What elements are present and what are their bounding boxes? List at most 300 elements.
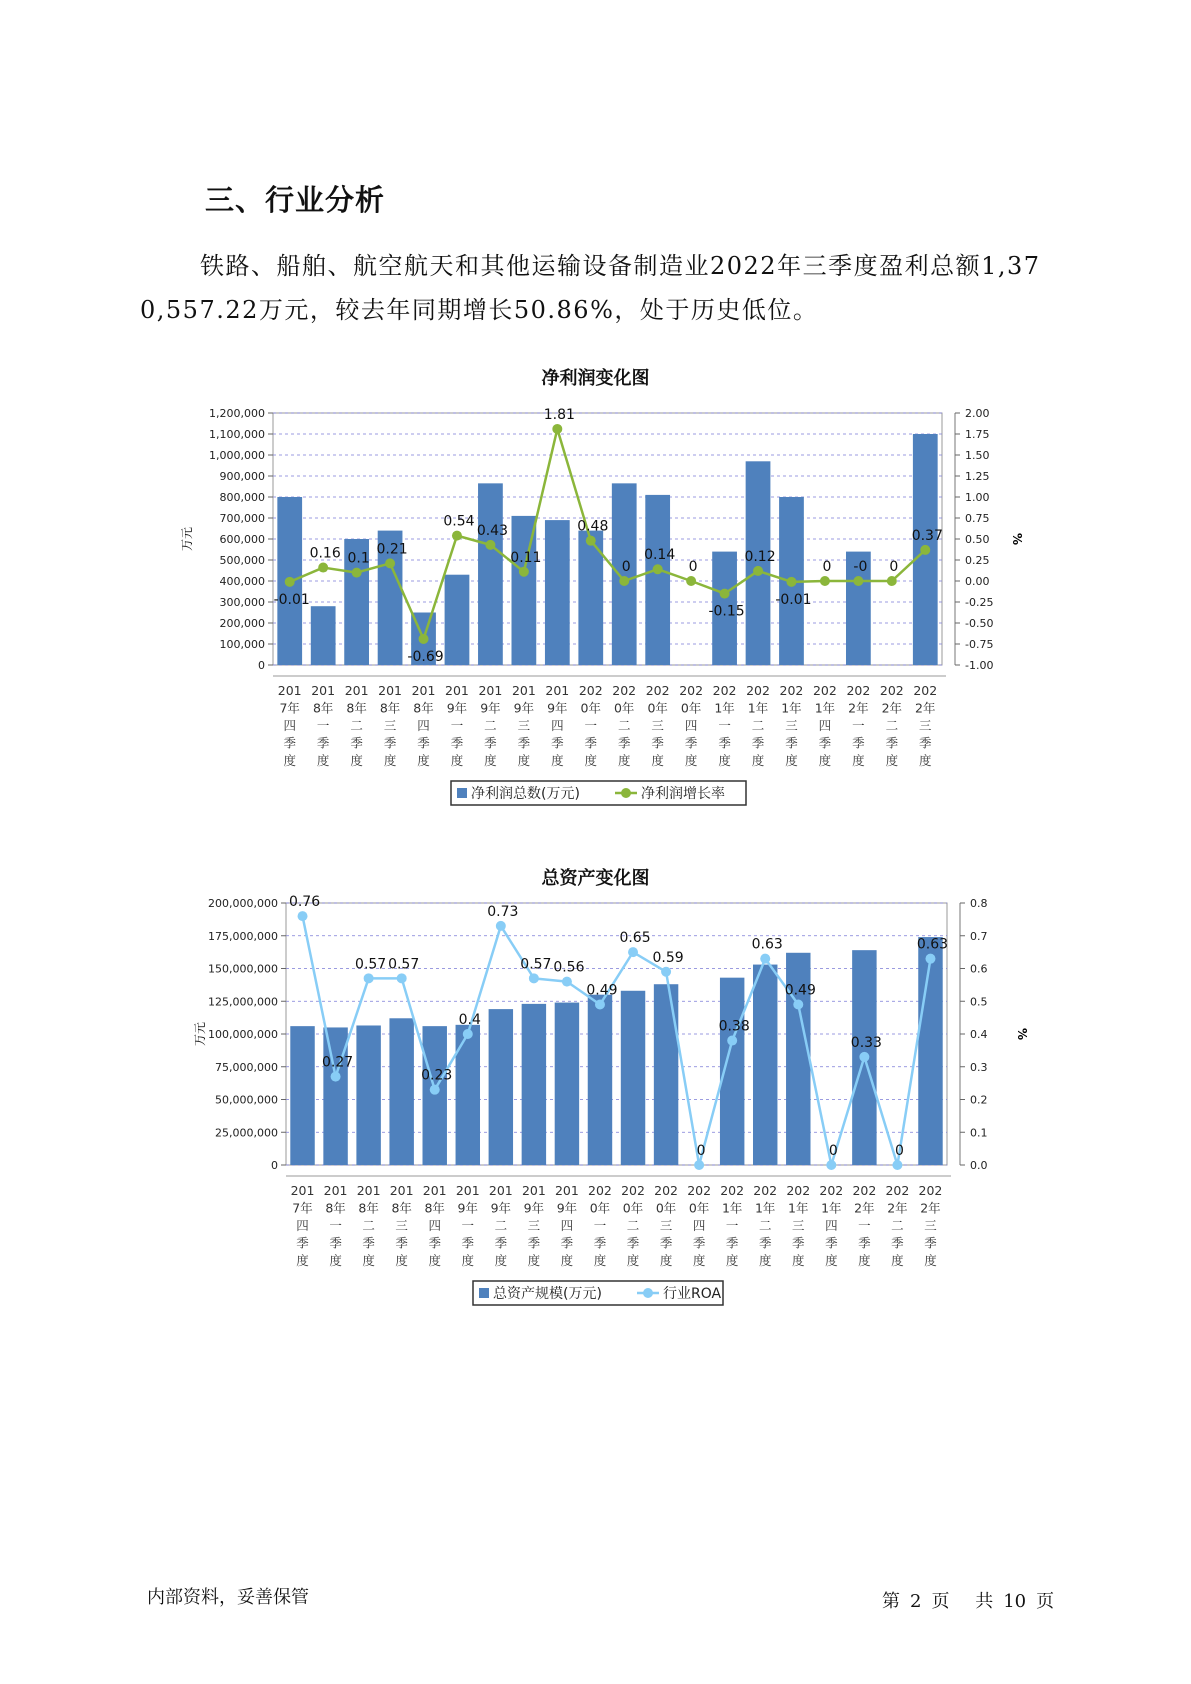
legend-line-label: 净利润增长率 (641, 786, 725, 802)
x-tick-label: 度 (785, 753, 798, 768)
x-tick-label: 201 (422, 1183, 447, 1198)
x-tick-label: 202 (779, 683, 804, 698)
x-tick-label: 201 (511, 683, 536, 698)
data-label: 0.16 (309, 545, 341, 562)
bar (555, 1003, 579, 1165)
x-tick-label: 四 (560, 1218, 574, 1233)
x-tick-label: 度 (450, 753, 464, 768)
left-tick-label: 0 (271, 1159, 278, 1172)
x-tick-label: 季 (560, 1235, 574, 1251)
x-tick-label: 9年 (490, 1200, 512, 1216)
x-tick-label: 202 (885, 1183, 910, 1198)
legend-line-marker (643, 1288, 653, 1298)
x-tick-label: 季 (450, 735, 464, 751)
x-tick-label: 9年 (513, 700, 535, 716)
x-tick-label: 度 (517, 753, 531, 768)
x-tick-label: 9年 (547, 700, 568, 716)
x-tick-label: 一 (858, 1218, 871, 1233)
x-tick-label: 202 (786, 1183, 811, 1198)
line-point (619, 576, 629, 586)
data-label: 0.59 (652, 949, 684, 966)
data-label: 0.27 (321, 1054, 354, 1071)
right-tick-label: 0.7 (970, 929, 988, 943)
bar (290, 1026, 314, 1165)
x-tick-label: 202 (819, 1183, 844, 1198)
x-tick-label: 202 (753, 1183, 778, 1198)
line-point (753, 566, 763, 576)
x-tick-label: 0年 (655, 1200, 677, 1216)
x-tick-label: 8年 (346, 700, 367, 716)
right-tick-label: -0.75 (965, 638, 994, 651)
x-tick-label: 季 (651, 735, 664, 751)
x-tick-label: 季 (919, 735, 932, 751)
x-tick-label: 9年 (523, 1200, 545, 1216)
right-tick-label: 0.2 (970, 1093, 988, 1107)
data-label: 0 (889, 559, 899, 575)
x-tick-label: 201 (488, 1183, 513, 1198)
x-tick-label: 度 (395, 1253, 408, 1268)
right-tick-label: 1.50 (965, 449, 990, 462)
x-tick-label: 季 (296, 1235, 309, 1251)
x-tick-label: 2年 (848, 700, 869, 716)
total-unit: 页 (1036, 1591, 1055, 1612)
x-tick-label: 二 (484, 718, 497, 733)
x-tick-label: 四 (551, 718, 564, 733)
chart2-title: 总资产变化图 (541, 868, 650, 889)
bar (422, 1026, 446, 1165)
x-tick-label: 季 (517, 735, 531, 751)
left-tick-label: 150,000,000 (208, 962, 278, 976)
data-label: 0.23 (421, 1067, 453, 1084)
bar (389, 1018, 413, 1165)
footer-page-number (882, 1587, 1064, 1613)
data-label: 0.54 (443, 513, 475, 530)
right-tick-label: 0.50 (965, 533, 990, 546)
right-tick-label: 0.75 (965, 512, 990, 525)
chart1-title: 净利润变化图 (541, 368, 650, 389)
x-tick-label: 度 (659, 1253, 673, 1268)
x-tick-label: 9年 (556, 1200, 578, 1216)
x-tick-label: 二 (891, 1218, 904, 1233)
x-tick-label: 201 (455, 1183, 480, 1198)
x-tick-label: 度 (428, 1253, 441, 1268)
x-tick-label: 0年 (613, 700, 635, 716)
x-tick-label: 202 (712, 683, 737, 698)
x-tick-label: 季 (818, 735, 832, 751)
line-point (496, 921, 506, 931)
x-tick-label: 季 (316, 735, 330, 751)
x-tick-label: 度 (383, 753, 397, 768)
x-tick-label: 季 (617, 735, 631, 751)
data-label: -0.69 (407, 648, 444, 665)
x-tick-label: 度 (825, 1253, 838, 1268)
x-tick-label: 季 (924, 1235, 937, 1251)
x-tick-label: 季 (362, 1235, 375, 1251)
right-tick-label: 0.25 (965, 554, 990, 567)
line-point (686, 576, 696, 586)
legend-bar-label: 总资产规模(万元) (493, 1286, 602, 1302)
x-tick-label: 8年 (312, 700, 334, 716)
x-tick-label: 季 (858, 1235, 871, 1251)
legend-line-marker (621, 788, 631, 798)
x-tick-label: 二 (751, 718, 765, 733)
x-tick-label: 0年 (622, 1200, 644, 1216)
x-tick-label: 201 (378, 683, 403, 698)
summary-paragraph: 铁路、船舶、航空航天和其他运输设备制造业2022年三季度盈利总额1,370,557.22万元，较去年同期增长50.86%，处于历史低位。 (140, 252, 1041, 324)
line-point (419, 634, 429, 644)
x-tick-label: 季 (461, 1235, 475, 1251)
data-label: -0.01 (273, 591, 310, 608)
bar (918, 937, 942, 1165)
x-tick-label: 季 (527, 1235, 541, 1251)
right-tick-label: 0.4 (970, 1028, 988, 1041)
right-tick-label: 0.6 (970, 962, 988, 976)
x-tick-label: 201 (389, 1183, 414, 1198)
x-tick-label: 9年 (446, 700, 468, 716)
x-tick-label: 三 (919, 718, 932, 733)
bar (753, 965, 777, 1165)
line-point (925, 954, 935, 964)
line-point (694, 1160, 704, 1170)
x-tick-label: 7年 (279, 700, 300, 716)
data-label: 0.4 (458, 1012, 481, 1028)
x-tick-label: 0年 (680, 700, 702, 716)
x-tick-label: 四 (818, 718, 832, 733)
x-tick-label: 202 (588, 1183, 612, 1198)
data-label: 0.14 (644, 547, 676, 564)
data-label: 0.12 (744, 548, 776, 565)
line-point (853, 576, 863, 586)
left-tick-label: 25,000,000 (215, 1126, 278, 1140)
x-tick-label: 度 (919, 753, 932, 768)
data-label: 0.43 (476, 522, 509, 539)
x-tick-label: 2年 (887, 1200, 908, 1216)
bar (522, 1004, 546, 1165)
line-point (285, 577, 295, 587)
data-label: 0 (828, 1143, 838, 1159)
right-tick-label: -1.00 (965, 659, 994, 672)
x-tick-label: 一 (725, 1218, 739, 1233)
x-tick-label: 一 (450, 718, 464, 733)
data-label: 0.38 (718, 1018, 750, 1035)
x-tick-label: 202 (578, 683, 603, 698)
x-tick-label: 四 (692, 1218, 706, 1233)
legend-bar-swatch (457, 788, 467, 798)
x-tick-label: 度 (362, 1253, 375, 1268)
bar (654, 984, 678, 1165)
x-tick-label: 201 (277, 683, 302, 698)
right-tick-label: 1.75 (965, 428, 990, 441)
section-title: 三、行业分析 (205, 183, 386, 217)
x-tick-label: 8年 (358, 1200, 379, 1216)
page-prefix: 第 (882, 1591, 900, 1612)
data-label: 0 (894, 1143, 904, 1159)
right-tick-label: 1.00 (965, 491, 990, 504)
data-label: 0.73 (487, 903, 519, 920)
x-tick-label: 202 (879, 683, 904, 698)
plot-frame (273, 413, 942, 665)
x-tick-label: 8年 (325, 1200, 346, 1216)
data-label: 0.33 (850, 1034, 882, 1051)
x-tick-label: 二 (758, 1218, 772, 1233)
x-tick-label: 202 (812, 683, 837, 698)
legend (451, 781, 746, 805)
x-tick-label: 季 (329, 1235, 342, 1251)
line-point (793, 1000, 803, 1010)
left-tick-label: 75,000,000 (215, 1060, 278, 1074)
x-tick-label: 季 (417, 735, 430, 751)
data-label: 0.57 (388, 956, 420, 973)
right-tick-label: 1.25 (965, 470, 990, 483)
left-tick-label: 300,000 (219, 596, 265, 609)
left-tick-label: 125,000,000 (208, 995, 278, 1009)
right-tick-label: -0.25 (965, 596, 994, 609)
bar (478, 483, 503, 665)
x-tick-label: 季 (891, 1235, 904, 1251)
x-tick-label: 季 (584, 735, 598, 751)
x-tick-label: 度 (891, 1253, 904, 1268)
data-label: 0.1 (347, 550, 370, 567)
x-tick-label: 1年 (714, 700, 735, 716)
line-point (653, 564, 663, 574)
x-tick-label: 度 (626, 1253, 640, 1268)
line-point (318, 563, 328, 573)
x-tick-label: 0年 (580, 700, 602, 716)
x-tick-label: 201 (545, 683, 570, 698)
x-tick-label: 季 (551, 735, 564, 751)
x-tick-label: 一 (718, 718, 731, 733)
data-label: 0.76 (288, 894, 321, 911)
data-label: 0.49 (784, 982, 816, 999)
x-tick-label: 202 (913, 683, 938, 698)
legend (473, 1281, 723, 1305)
x-tick-label: 二 (362, 1218, 375, 1233)
x-tick-label: 202 (612, 683, 637, 698)
data-label: 0 (688, 559, 698, 575)
line-point (760, 954, 770, 964)
line-point (452, 531, 462, 541)
x-tick-label: 三 (395, 1218, 408, 1233)
line-point (720, 589, 730, 599)
x-tick-label: 季 (593, 1235, 607, 1251)
data-label: 0.21 (376, 541, 408, 558)
x-tick-label: 度 (792, 1253, 805, 1268)
data-label: 0 (621, 559, 631, 575)
x-tick-label: 一 (316, 718, 330, 733)
right-tick-label: 2.00 (965, 407, 990, 420)
x-tick-label: 季 (484, 735, 497, 751)
x-tick-label: 一 (593, 1218, 607, 1233)
right-axis-title: % (1015, 1027, 1029, 1041)
x-tick-label: 8年 (413, 700, 434, 716)
x-tick-label: 202 (918, 1183, 943, 1198)
line-point (661, 967, 671, 977)
x-tick-label: 202 (846, 683, 871, 698)
x-tick-label: 季 (825, 1235, 838, 1251)
x-tick-label: 三 (383, 718, 397, 733)
x-tick-label: 二 (617, 718, 631, 733)
x-tick-label: 201 (521, 1183, 546, 1198)
x-tick-label: 1年 (788, 1200, 809, 1216)
left-tick-label: 50,000,000 (215, 1093, 278, 1107)
data-label: -0.15 (708, 603, 745, 620)
x-tick-label: 201 (356, 1183, 381, 1198)
total-pages: 10 (1003, 1591, 1027, 1612)
x-tick-label: 四 (428, 1218, 441, 1233)
bar (456, 1025, 480, 1165)
x-tick-label: 度 (316, 753, 330, 768)
x-tick-label: 202 (852, 1183, 877, 1198)
x-tick-label: 0年 (688, 1200, 710, 1216)
data-label: 0.48 (577, 518, 609, 535)
left-tick-label: 400,000 (219, 575, 265, 588)
x-tick-label: 四 (283, 718, 296, 733)
x-tick-label: 8年 (424, 1200, 445, 1216)
line-point (920, 545, 930, 555)
x-tick-label: 季 (852, 735, 865, 751)
x-tick-label: 1年 (747, 700, 769, 716)
data-label: 0.65 (619, 930, 651, 947)
legend-line-label: 行业ROA (663, 1286, 722, 1302)
line-point (519, 567, 529, 577)
left-tick-label: 1,200,000 (209, 407, 265, 420)
data-label: 0.56 (553, 959, 585, 976)
data-label: 0.63 (916, 936, 949, 953)
x-tick-label: 一 (584, 718, 598, 733)
bar (445, 575, 470, 665)
x-tick-label: 201 (411, 683, 436, 698)
left-tick-label: 800,000 (219, 491, 265, 504)
left-tick-label: 900,000 (219, 470, 265, 483)
left-tick-label: 500,000 (219, 554, 265, 567)
x-tick-label: 度 (560, 1253, 574, 1268)
x-tick-label: 201 (311, 683, 336, 698)
line-point (892, 1160, 902, 1170)
x-tick-label: 三 (527, 1218, 541, 1233)
total-assets-chart (0, 895, 1191, 1315)
x-tick-label: 度 (593, 1253, 607, 1268)
data-label: 0.11 (510, 549, 542, 566)
x-tick-label: 201 (554, 1183, 579, 1198)
x-tick-label: 四 (825, 1218, 838, 1233)
x-tick-label: 202 (645, 683, 670, 698)
line-point (364, 973, 374, 983)
x-tick-label: 201 (290, 1183, 315, 1198)
page-unit: 页 (931, 1591, 950, 1612)
x-tick-label: 201 (344, 683, 369, 698)
line-point (331, 1072, 341, 1082)
x-tick-label: 季 (684, 735, 698, 751)
right-tick-label: -0.50 (965, 617, 994, 630)
left-tick-label: 175,000,000 (208, 929, 278, 943)
bar (489, 1009, 513, 1165)
x-tick-label: 202 (720, 1183, 745, 1198)
data-label: 0.57 (520, 956, 552, 973)
x-tick-label: 一 (852, 718, 865, 733)
right-tick-label: 0.5 (970, 995, 988, 1009)
x-tick-label: 季 (692, 1235, 706, 1251)
left-tick-label: 600,000 (219, 533, 265, 546)
x-tick-label: 季 (626, 1235, 640, 1251)
x-tick-label: 季 (725, 1235, 739, 1251)
x-tick-label: 季 (758, 1235, 772, 1251)
x-tick-label: 7年 (292, 1200, 313, 1216)
line-point (786, 577, 796, 587)
data-label: 0 (822, 559, 832, 575)
right-tick-label: 0.8 (970, 897, 988, 910)
left-axis-title: 万元 (180, 526, 194, 552)
x-tick-label: 202 (679, 683, 704, 698)
right-tick-label: 0.00 (965, 575, 990, 588)
x-tick-label: 季 (718, 735, 731, 751)
x-tick-label: 2年 (920, 1200, 941, 1216)
left-tick-label: 1,100,000 (209, 428, 265, 441)
x-tick-label: 二 (350, 718, 363, 733)
left-tick-label: 1,000,000 (209, 449, 265, 462)
x-tick-label: 1年 (814, 700, 836, 716)
data-label: 0.49 (586, 982, 618, 999)
data-label: 0.63 (751, 936, 783, 953)
line-point (397, 973, 407, 983)
x-tick-label: 度 (494, 1253, 508, 1268)
line-point (552, 424, 562, 434)
line-point (562, 977, 572, 987)
x-tick-label: 度 (858, 1253, 871, 1268)
x-tick-label: 季 (792, 1235, 805, 1251)
left-tick-label: 200,000,000 (208, 897, 278, 910)
x-tick-label: 四 (684, 718, 698, 733)
data-label: 0 (696, 1143, 706, 1159)
x-tick-label: 度 (852, 753, 865, 768)
x-tick-label: 三 (785, 718, 798, 733)
x-tick-label: 度 (758, 1253, 772, 1268)
x-tick-label: 度 (584, 753, 598, 768)
x-tick-label: 三 (651, 718, 664, 733)
x-tick-label: 8年 (391, 1200, 412, 1216)
x-tick-label: 2年 (854, 1200, 875, 1216)
legend-bar-label: 净利润总数(万元) (471, 786, 580, 802)
x-tick-label: 度 (296, 1253, 309, 1268)
x-tick-label: 度 (527, 1253, 541, 1268)
x-tick-label: 三 (659, 1218, 673, 1233)
x-tick-label: 9年 (480, 700, 501, 716)
x-tick-label: 一 (329, 1218, 342, 1233)
x-tick-label: 度 (283, 753, 296, 768)
bar (356, 1025, 380, 1165)
x-tick-label: 季 (383, 735, 397, 751)
x-tick-label: 三 (924, 1218, 937, 1233)
x-tick-label: 度 (461, 1253, 475, 1268)
x-tick-label: 201 (478, 683, 503, 698)
line-point (485, 540, 495, 550)
line-point (859, 1052, 869, 1062)
data-label: 1.81 (543, 406, 575, 423)
line-point (727, 1036, 737, 1046)
line-point (529, 973, 539, 983)
x-tick-label: 二 (885, 718, 899, 733)
x-tick-label: 0年 (647, 700, 668, 716)
x-tick-label: 度 (329, 1253, 342, 1268)
x-tick-label: 一 (461, 1218, 475, 1233)
x-tick-label: 度 (484, 753, 497, 768)
right-axis-title: % (1010, 532, 1024, 546)
line-point (826, 1160, 836, 1170)
line-point (463, 1029, 473, 1039)
x-tick-label: 202 (687, 1183, 712, 1198)
x-tick-label: 1年 (781, 700, 802, 716)
x-tick-label: 二 (494, 1218, 508, 1233)
x-tick-label: 度 (350, 753, 363, 768)
